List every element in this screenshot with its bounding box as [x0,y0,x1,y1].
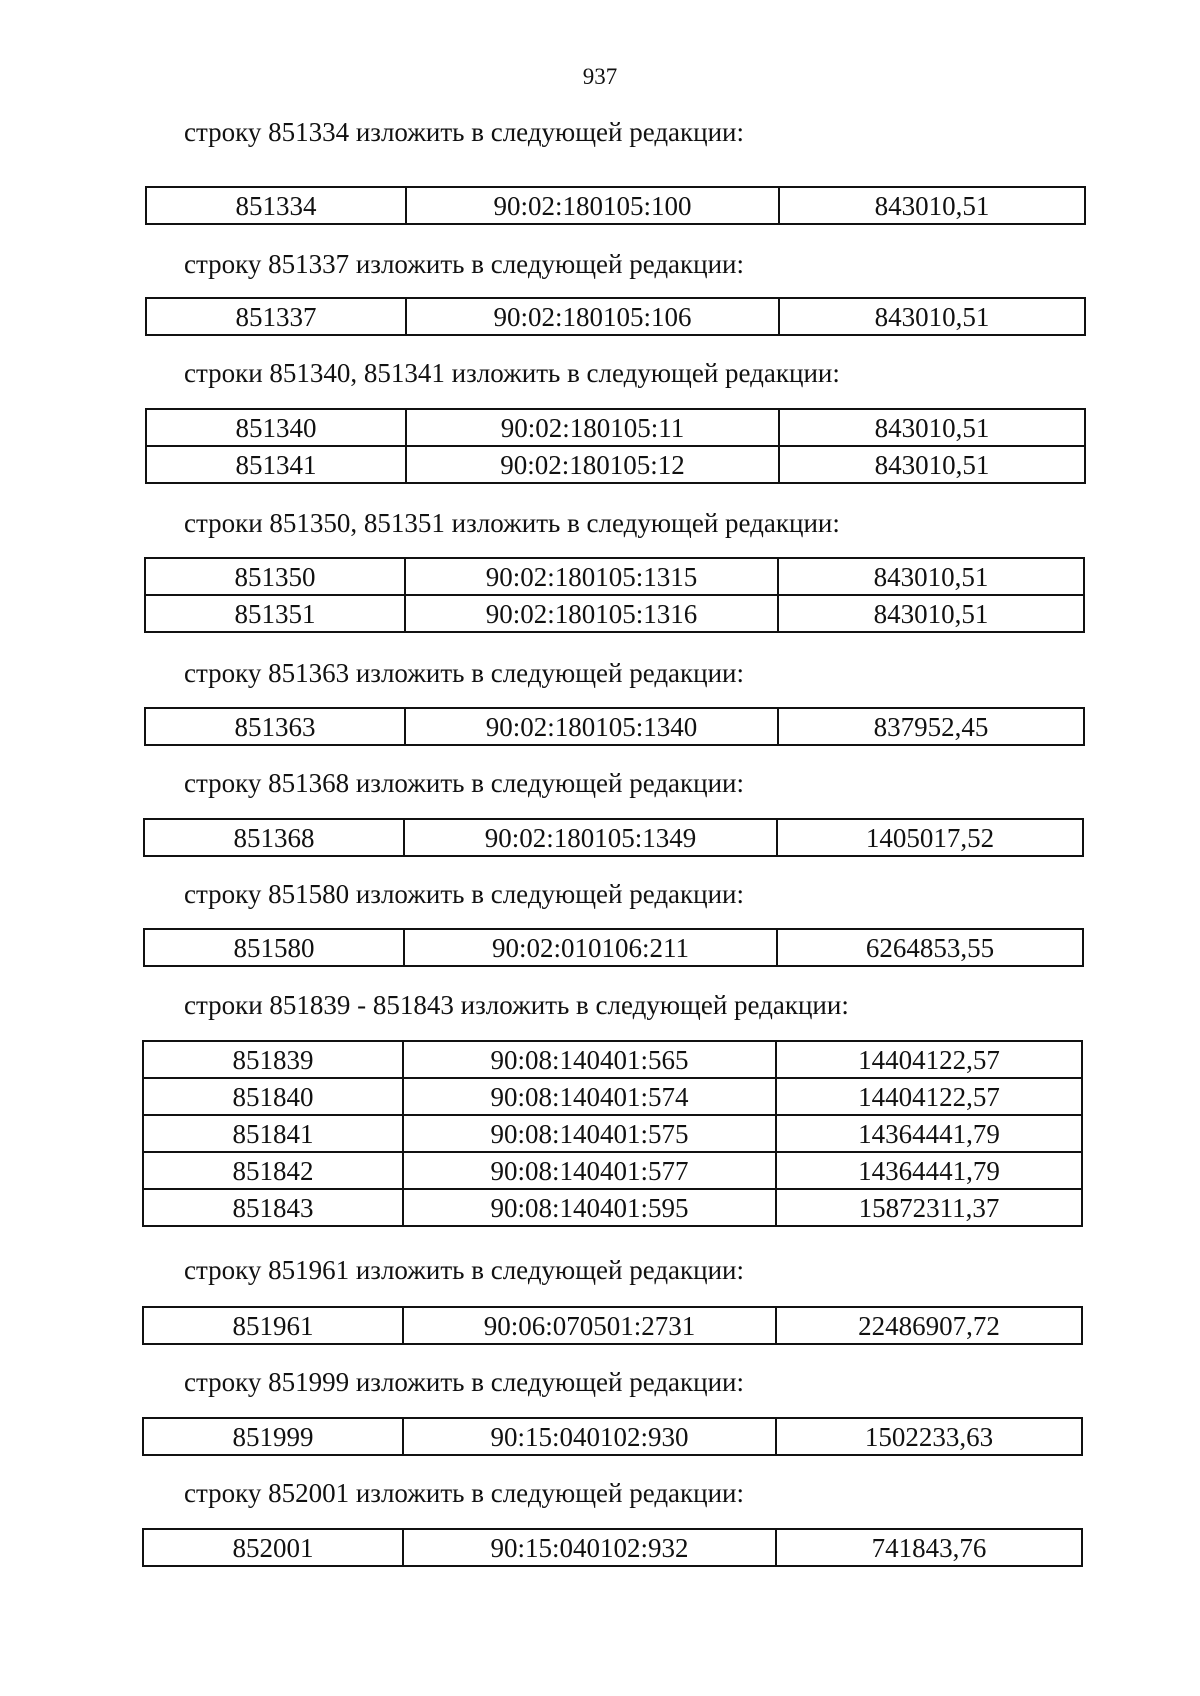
instruction-text: строку 851999 изложить в следующей редакции: [184,1367,745,1397]
value-cell: 843010,51 [779,446,1085,483]
value-cell: 843010,51 [779,298,1085,335]
row-number-cell: 851842 [143,1152,403,1189]
value-cell: 843010,51 [779,187,1085,224]
table-row [143,1189,1082,1226]
row-number-cell: 851334 [146,187,406,224]
cadastral-number-cell: 90:15:040102:930 [403,1418,776,1455]
table-row [145,708,1084,745]
value-cell: 14364441,79 [776,1152,1082,1189]
row-number-cell: 851580 [144,929,404,966]
table-row [143,1529,1082,1566]
instruction-text: строки 851350, 851351 изложить в следующей редакции: [184,508,840,538]
row-number-cell: 851839 [143,1041,403,1078]
row-number-cell: 851999 [143,1418,403,1455]
value-cell: 741843,76 [776,1529,1082,1566]
cadastral-number-cell: 90:08:140401:575 [403,1115,776,1152]
table-row [143,1078,1082,1115]
table-row [146,298,1085,335]
row-number-cell: 851841 [143,1115,403,1152]
cadastral-number-cell: 90:02:180105:1315 [405,558,778,595]
row-number-cell: 852001 [143,1529,403,1566]
instruction-text: строку 851580 изложить в следующей редакции: [184,879,745,909]
value-cell: 843010,51 [778,595,1084,632]
value-cell: 14364441,79 [776,1115,1082,1152]
cadastral-number-cell: 90:02:180105:1349 [404,819,777,856]
amendment-table [145,408,1086,484]
value-cell: 843010,51 [779,409,1085,446]
amendment-table [142,1528,1083,1567]
instruction-text: строку 851337 изложить в следующей редакции: [184,249,745,279]
table-row [146,409,1085,446]
amendment-table [145,297,1086,336]
cadastral-number-cell: 90:08:140401:565 [403,1041,776,1078]
table-row [143,1418,1082,1455]
value-cell: 14404122,57 [776,1078,1082,1115]
instruction-text: строку 851363 изложить в следующей редакции: [184,658,745,688]
cadastral-number-cell: 90:02:180105:12 [406,446,779,483]
row-number-cell: 851337 [146,298,406,335]
row-number-cell: 851363 [145,708,405,745]
cadastral-number-cell: 90:15:040102:932 [403,1529,776,1566]
table-row [146,187,1085,224]
cadastral-number-cell: 90:08:140401:595 [403,1189,776,1226]
row-number-cell: 851840 [143,1078,403,1115]
cadastral-number-cell: 90:08:140401:574 [403,1078,776,1115]
cadastral-number-cell: 90:02:010106:211 [404,929,777,966]
cadastral-number-cell: 90:02:180105:11 [406,409,779,446]
amendment-table [142,1040,1083,1227]
table-row [146,446,1085,483]
row-number-cell: 851351 [145,595,405,632]
cadastral-number-cell: 90:02:180105:100 [406,187,779,224]
value-cell: 15872311,37 [776,1189,1082,1226]
page-number: 937 [582,64,618,89]
row-number-cell: 851368 [144,819,404,856]
cadastral-number-cell: 90:08:140401:577 [403,1152,776,1189]
table-row [143,1152,1082,1189]
cadastral-number-cell: 90:02:180105:1316 [405,595,778,632]
instruction-text: строки 851839 - 851843 изложить в следующей редакции: [184,990,849,1020]
instruction-text: строку 851334 изложить в следующей редакции: [184,117,745,147]
amendment-table [143,928,1084,967]
instruction-text: строку 851368 изложить в следующей редакции: [184,768,745,798]
table-row [145,595,1084,632]
table-row [143,1041,1082,1078]
amendment-table [143,818,1084,857]
value-cell: 14404122,57 [776,1041,1082,1078]
row-number-cell: 851961 [143,1307,403,1344]
row-number-cell: 851843 [143,1189,403,1226]
amendment-table [142,1306,1083,1345]
row-number-cell: 851341 [146,446,406,483]
instruction-text: строку 852001 изложить в следующей редакции: [184,1478,745,1508]
value-cell: 6264853,55 [777,929,1083,966]
cadastral-number-cell: 90:02:180105:1340 [405,708,778,745]
amendment-table [145,186,1086,225]
amendment-table [142,1417,1083,1456]
amendment-table [144,707,1085,746]
cadastral-number-cell: 90:06:070501:2731 [403,1307,776,1344]
table-row [145,558,1084,595]
cadastral-number-cell: 90:02:180105:106 [406,298,779,335]
row-number-cell: 851340 [146,409,406,446]
table-row [144,819,1083,856]
table-row [143,1115,1082,1152]
table-row [144,929,1083,966]
value-cell: 22486907,72 [776,1307,1082,1344]
table-row [143,1307,1082,1344]
row-number-cell: 851350 [145,558,405,595]
value-cell: 837952,45 [778,708,1084,745]
value-cell: 843010,51 [778,558,1084,595]
value-cell: 1502233,63 [776,1418,1082,1455]
instruction-text: строку 851961 изложить в следующей редакции: [184,1255,745,1285]
value-cell: 1405017,52 [777,819,1083,856]
amendment-table [144,557,1085,633]
instruction-text: строки 851340, 851341 изложить в следующей редакции: [184,358,840,388]
